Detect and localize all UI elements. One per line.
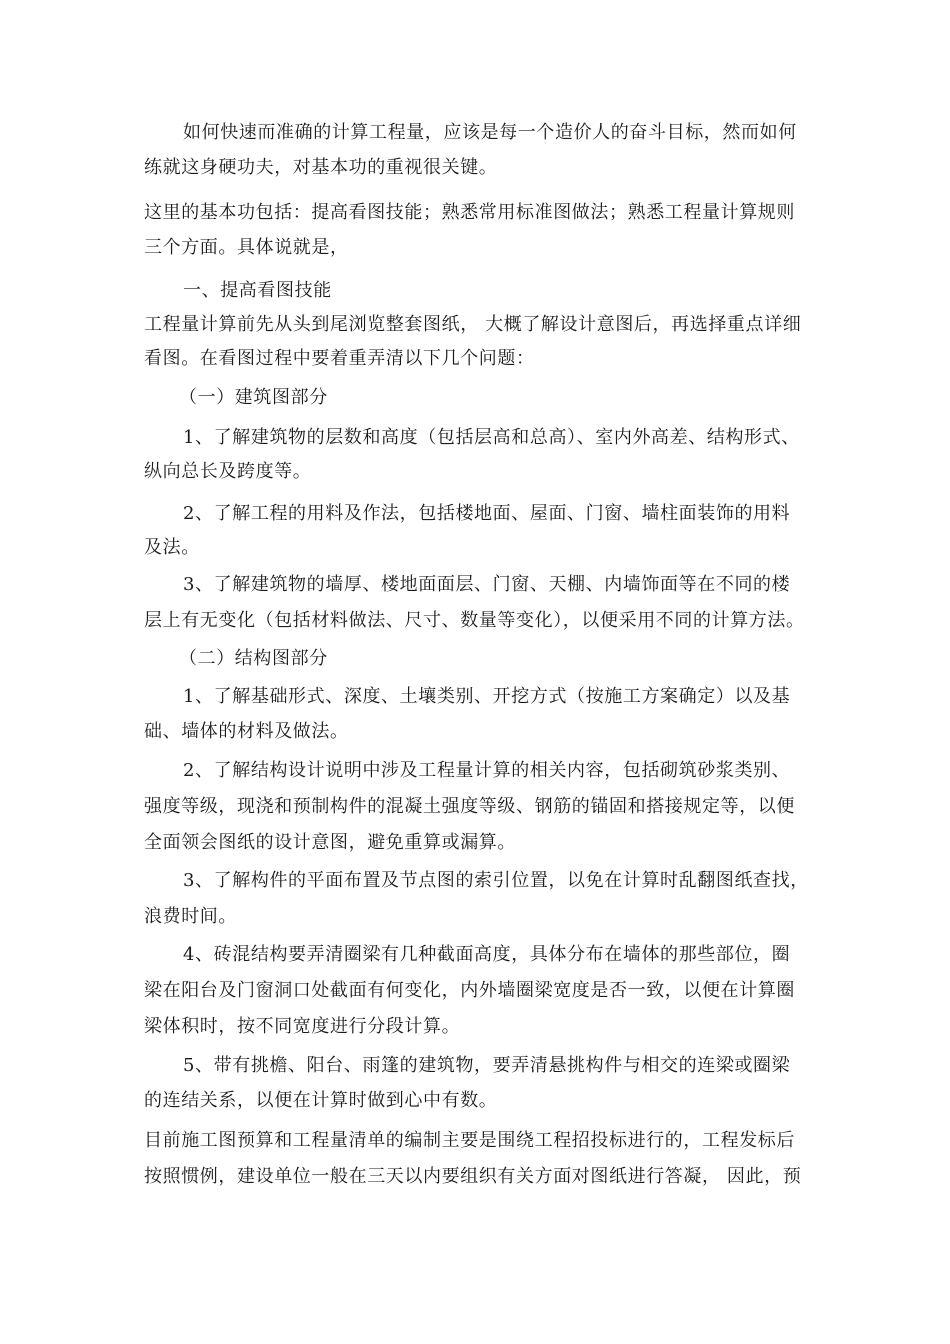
paragraph-line: 目前施工图预算和工程量清单的编制主要是围绕工程招投标进行的，工程发标后 <box>144 1130 795 1151</box>
paragraph-line: 强度等级，现浇和预制构件的混凝土强度等级、钢筋的锚固和搭接规定等，以便 <box>144 796 795 817</box>
paragraph-line: 1、了解建筑物的层数和高度（包括层高和总高）、室内外高差、结构形式、 <box>183 427 800 448</box>
paragraph-line: 纵向总长及跨度等。 <box>144 461 312 482</box>
paragraph-line: 2、了解工程的用料及作法，包括楼地面、屋面、门窗、墙柱面装饰的用料 <box>183 503 791 524</box>
paragraph-line: 1、了解基础形式、深度、土壤类别、开挖方式（按施工方案确定）以及基 <box>183 686 791 707</box>
paragraph-line: 看图。在看图过程中要着重弄清以下几个问题： <box>144 348 535 369</box>
paragraph-line: 这里的基本功包括：提高看图技能；熟悉常用标准图做法；熟悉工程量计算规则 <box>144 202 795 223</box>
paragraph-line: 4、砖混结构要弄清圈梁有几种截面高度，具体分布在墙体的那些部位，圈 <box>183 944 791 965</box>
paragraph-line: 全面领会图纸的设计意图，避免重算或漏算。 <box>144 832 516 853</box>
paragraph-line: 础、墙体的材料及做法。 <box>144 721 349 742</box>
paragraph-line: 5、带有挑檐、阳台、雨篷的建筑物，要弄清悬挑构件与相交的连梁或圈梁 <box>183 1055 791 1076</box>
paragraph-line: 浪费时间。 <box>144 906 237 927</box>
paragraph-line: 工程量计算前先从头到尾浏览整套图纸， 大概了解设计意图后，再选择重点详细 <box>144 314 802 335</box>
paragraph-line: 及法。 <box>144 537 200 558</box>
paragraph-line: 3、了解构件的平面布置及节点图的索引位置，以免在计算时乱翻图纸查找， <box>183 870 809 891</box>
paragraph-line: 梁在阳台及门窗洞口处截面有何变化，内外墙圈梁宽度是否一致，以便在计算圈 <box>144 980 795 1001</box>
paragraph-line: 3、了解建筑物的墙厚、楼地面面层、门窗、天棚、内墙饰面等在不同的楼 <box>183 574 791 595</box>
paragraph-line: 三个方面。具体说就是， <box>144 237 349 258</box>
paragraph-line: 如何快速而准确的计算工程量，应该是每一个造价人的奋斗目标，然而如何 <box>183 122 797 143</box>
section-heading: 一、提高看图技能 <box>183 280 332 301</box>
subsection-heading: （一）建筑图部分 <box>179 387 328 408</box>
paragraph-line: 梁体积时，按不同宽度进行分段计算。 <box>144 1016 461 1037</box>
paragraph-line: 的连结关系，以便在计算时做到心中有数。 <box>144 1090 498 1111</box>
paragraph-line: 2、了解结构设计说明中涉及工程量计算的相关内容，包括砌筑砂浆类别、 <box>183 760 791 781</box>
subsection-heading: （二）结构图部分 <box>179 648 328 669</box>
paragraph-line: 按照惯例，建设单位一般在三天以内要组织有关方面对图纸进行答凝， 因此，预 <box>144 1166 802 1187</box>
paragraph-line: 层上有无变化（包括材料做法、尺寸、数量等变化），以便采用不同的计算方法。 <box>144 610 805 631</box>
paragraph-line: 练就这身硬功夫，对基本功的重视很关键。 <box>144 157 498 178</box>
